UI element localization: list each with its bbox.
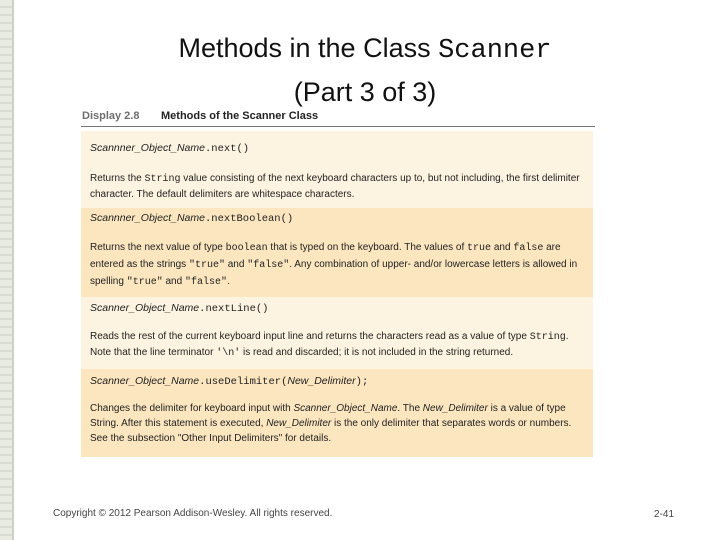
desc-text: is read and discarded; it is not included in the string returned. bbox=[240, 347, 514, 358]
desc-code: String bbox=[529, 332, 566, 343]
desc-italic: New_Delimiter bbox=[266, 418, 332, 429]
desc-text: Changes the delimiter for keyboard input with bbox=[90, 403, 294, 414]
method-signature-nextline bbox=[81, 297, 593, 323]
sig-call: .nextLine() bbox=[199, 303, 269, 315]
desc-text: that is typed on the keyboard. The values of bbox=[267, 242, 468, 253]
methods-table bbox=[81, 131, 593, 457]
desc-text: and bbox=[162, 276, 185, 287]
display-title: Methods of the Scanner Class bbox=[161, 110, 319, 122]
description bbox=[90, 240, 584, 291]
sig-end: ); bbox=[355, 376, 369, 388]
signature bbox=[90, 375, 368, 388]
desc-text: is the only delimiter that separates words or numbers. See the subsection "Other Input Delimiters" for details. bbox=[90, 418, 572, 444]
title-code: Scanner bbox=[438, 36, 552, 66]
desc-text: Returns the bbox=[90, 173, 145, 184]
desc-italic: Scanner_Object_Name bbox=[293, 403, 398, 414]
display-header bbox=[81, 108, 595, 127]
method-description-nextline bbox=[81, 323, 593, 369]
description bbox=[90, 171, 584, 202]
desc-code: "false" bbox=[184, 277, 227, 288]
sig-arg: New_Delimiter bbox=[287, 375, 356, 387]
method-signature-nextboolean bbox=[81, 208, 593, 236]
desc-text: Returns the next value of type bbox=[90, 242, 226, 253]
desc-code: false bbox=[513, 243, 544, 254]
desc-text: . Note that the line terminator bbox=[90, 331, 569, 358]
method-signature-usedelimiter bbox=[81, 369, 593, 396]
desc-code: "true" bbox=[188, 260, 225, 271]
desc-text: . The bbox=[397, 403, 423, 414]
desc-text: and bbox=[224, 259, 248, 270]
slide-title-line-1 bbox=[130, 28, 600, 72]
desc-code: "true" bbox=[126, 277, 163, 288]
signature bbox=[90, 302, 268, 315]
method-description-usedelimiter bbox=[81, 396, 593, 457]
desc-text: are entered as the strings bbox=[90, 242, 561, 270]
desc-text: . bbox=[226, 276, 230, 287]
display-number: Display 2.8 bbox=[82, 110, 140, 122]
sig-object: Scannner_Object_Name bbox=[90, 212, 205, 224]
sig-call: .useDelimiter( bbox=[199, 376, 288, 388]
signature bbox=[90, 212, 293, 225]
signature bbox=[90, 142, 249, 155]
description bbox=[90, 401, 584, 446]
footer-page-number: 2-41 bbox=[654, 509, 675, 520]
slide-left-border bbox=[0, 0, 12, 540]
footer-copyright: Copyright © 2012 Pearson Addison-Wesley. All rights reserved. bbox=[53, 508, 333, 519]
desc-code: boolean bbox=[225, 243, 268, 254]
sig-object: Scanner_Object_Name bbox=[90, 375, 200, 387]
desc-text: . Any combination of upper- and/or lowercase letters is allowed in spelling bbox=[90, 259, 578, 287]
sig-call: .next() bbox=[204, 143, 250, 155]
slide-title-line-2: (Part 3 of 3) bbox=[293, 77, 437, 107]
desc-text: Reads the rest of the current keyboard input line and returns the characters read as a value of type bbox=[90, 331, 530, 342]
desc-text: value consisting of the next keyboard characters up to, but not including, the first delimiter character. The default delimiters are whitespace characters. bbox=[90, 173, 580, 200]
desc-code: true bbox=[467, 243, 492, 254]
desc-italic: New_Delimiter bbox=[422, 403, 488, 414]
method-description-next bbox=[81, 156, 593, 208]
sig-object: Scanner_Object_Name bbox=[90, 302, 200, 314]
sig-object: Scannner_Object_Name bbox=[90, 142, 205, 154]
desc-code: '\n' bbox=[216, 348, 241, 359]
desc-text: and bbox=[491, 242, 514, 253]
description bbox=[90, 329, 584, 361]
method-description-nextboolean bbox=[81, 236, 593, 297]
method-signature-next bbox=[81, 131, 593, 156]
desc-code: "false" bbox=[247, 260, 290, 271]
sig-call: .nextBoolean() bbox=[204, 213, 294, 225]
slide-left-border-line bbox=[12, 0, 14, 540]
title-text: Methods in the Class bbox=[178, 33, 439, 63]
desc-code: String bbox=[144, 174, 181, 185]
desc-text: is a value of type String. After this statement is executed, bbox=[90, 403, 566, 429]
slide-title bbox=[130, 28, 600, 113]
